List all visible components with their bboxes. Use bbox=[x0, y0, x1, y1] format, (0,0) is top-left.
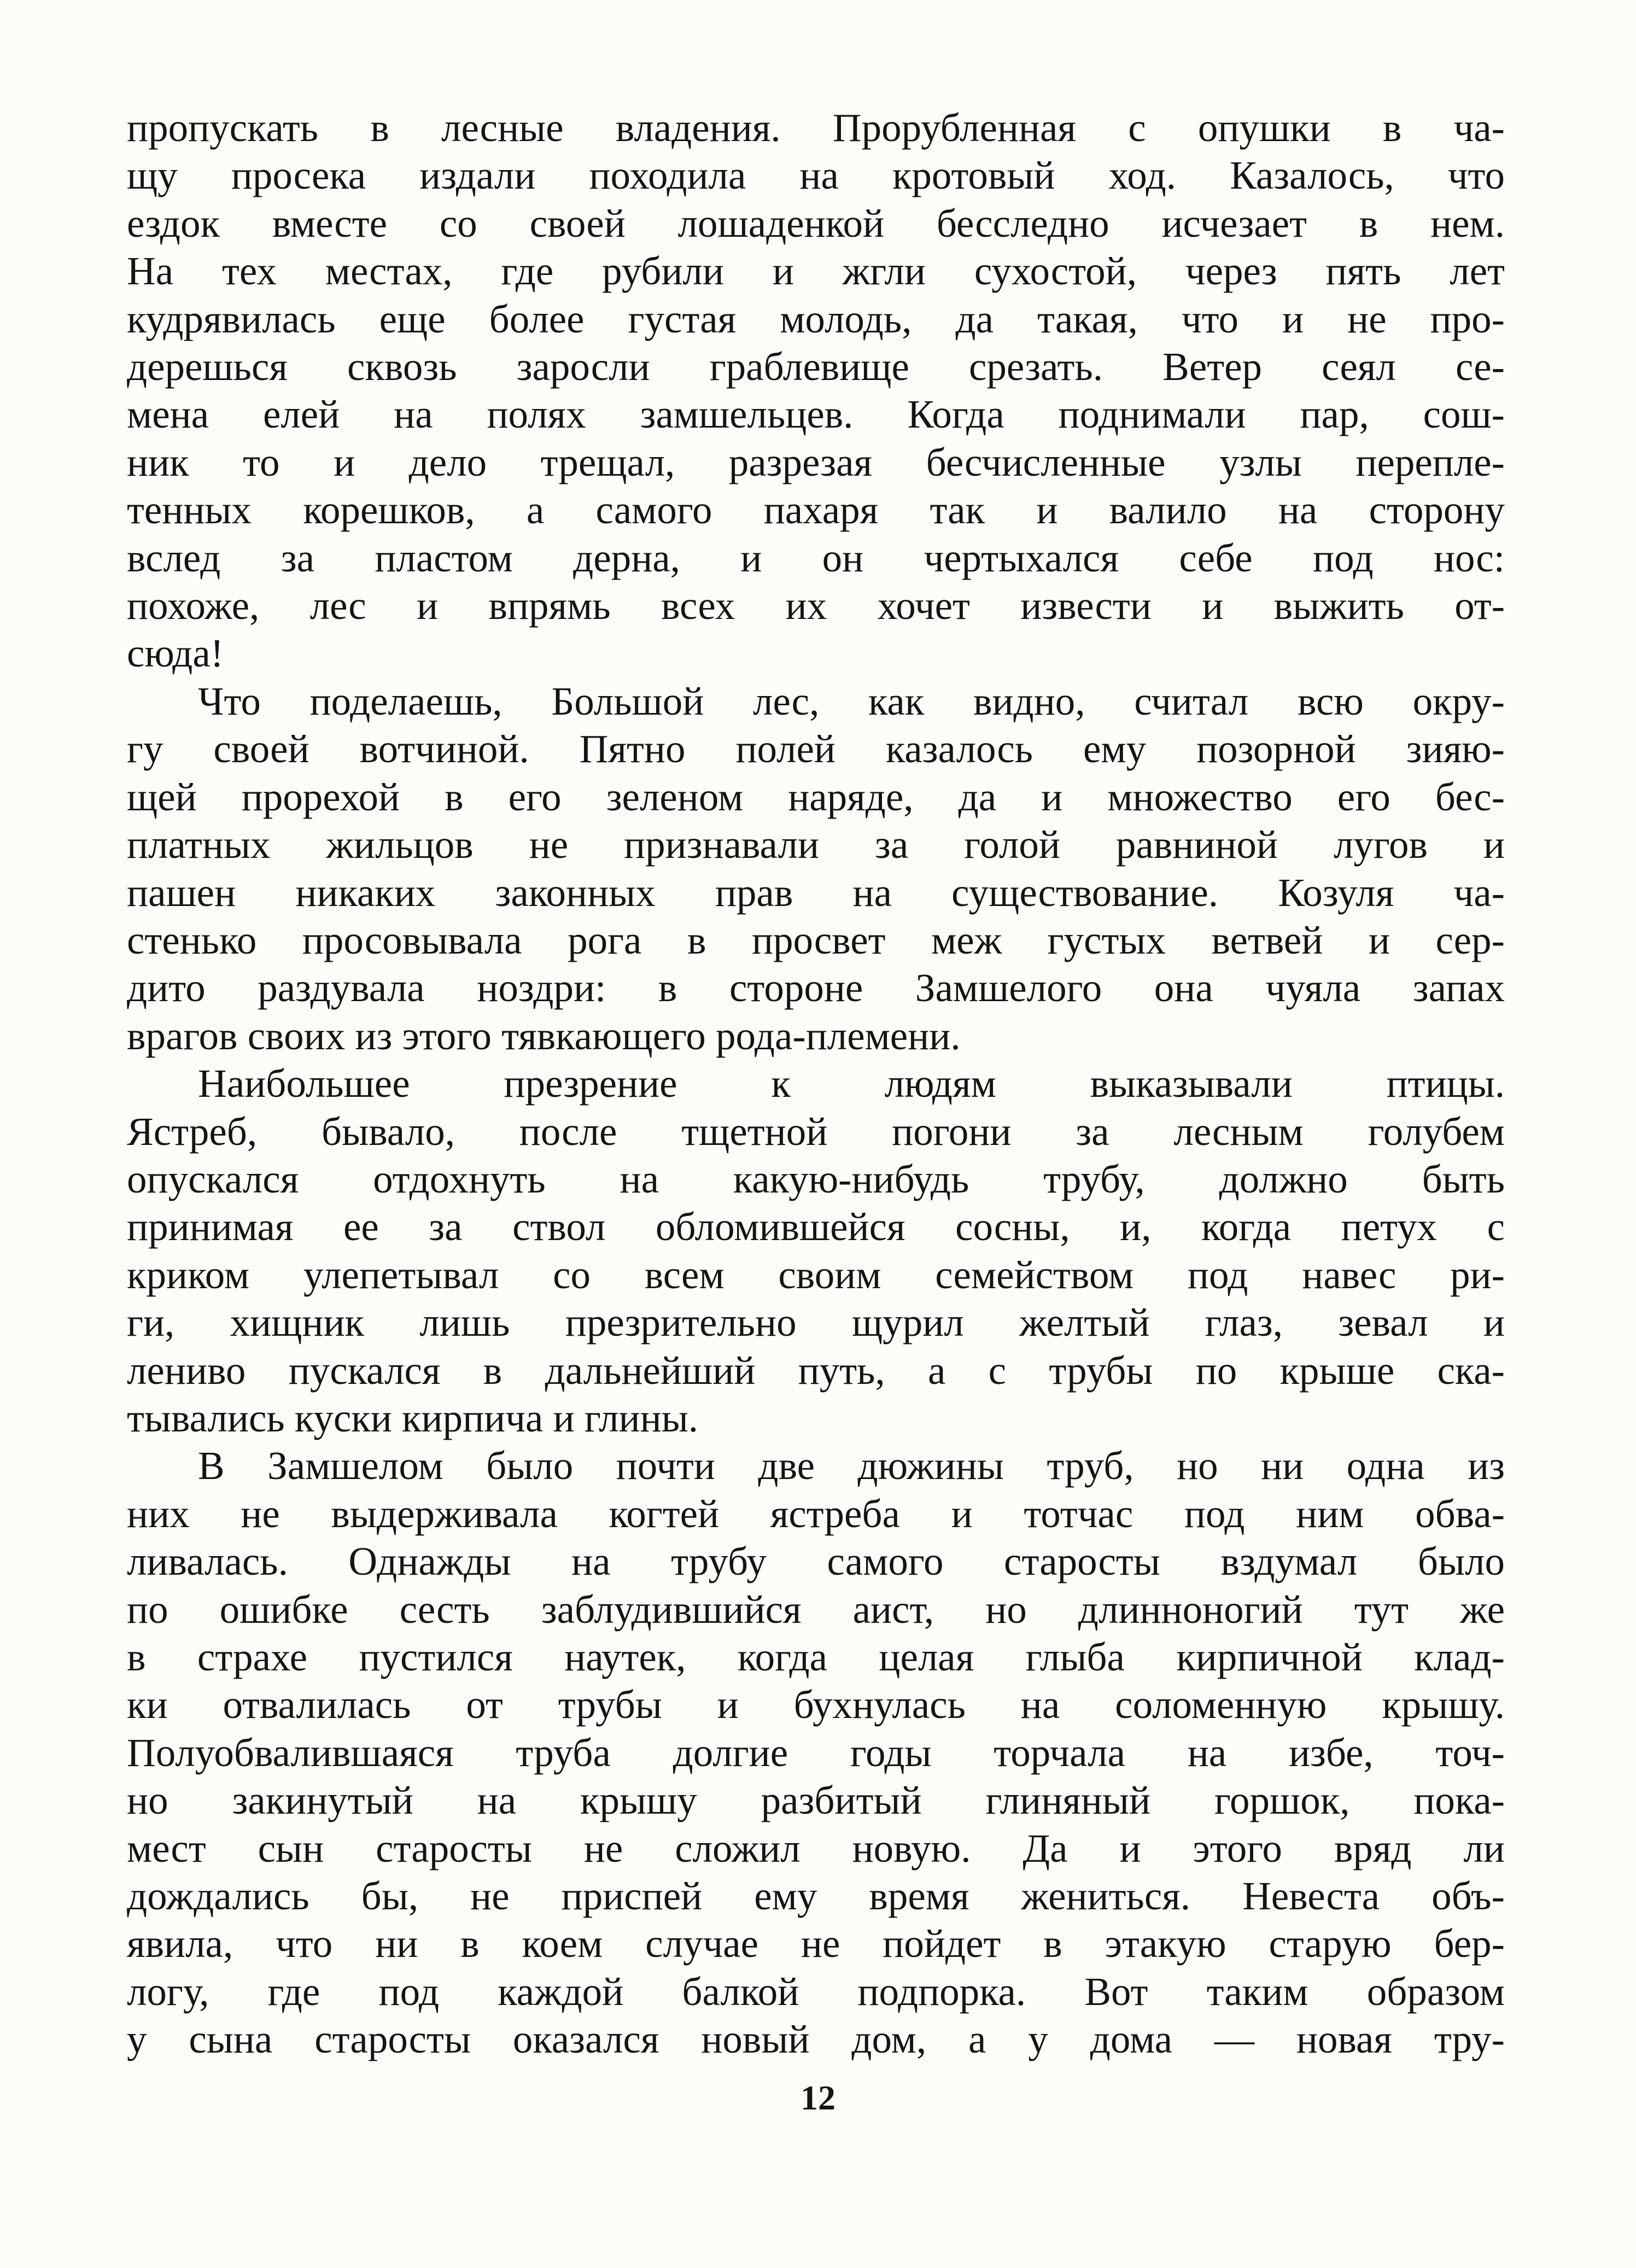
paragraph bbox=[127, 104, 1505, 677]
text-line: врагов своих из этого тявкающего рода-племени. bbox=[127, 1013, 961, 1058]
text-line: сюда! bbox=[127, 631, 224, 676]
text-line: у сына старосты оказался новый дом, а у дома — новая тру- bbox=[127, 2017, 1505, 2062]
text-line: Ястреб, бывало, после тщетной погони за лесным голубем bbox=[127, 1109, 1505, 1154]
text-line: явила, что ни в коем случае не пойдет в этакую старую бер- bbox=[127, 1921, 1505, 1966]
text-line: них не выдерживала когтей ястреба и тотчас под ним обва- bbox=[127, 1491, 1505, 1536]
text-line: ки отвалилась от трубы и бухнулась на соломенную крышу. bbox=[127, 1682, 1505, 1727]
text-line: гу своей вотчиной. Пятно полей казалось ему позорной зияю- bbox=[127, 727, 1505, 771]
text-line: логу, где под каждой балкой подпорка. Вот таким образом bbox=[127, 1969, 1505, 2014]
text-line: Полуобвалившаяся труба долгие годы торчала на избе, точ- bbox=[127, 1730, 1505, 1775]
text-line: криком улепетывал со всем своим семейством под навес ри- bbox=[127, 1252, 1505, 1297]
paragraph bbox=[127, 1442, 1505, 2063]
text-line: мена елей на полях замшельцев. Когда поднимали пар, сош- bbox=[127, 392, 1505, 437]
text-line: пашен никаких законных прав на существование. Козуля ча- bbox=[127, 870, 1505, 915]
text-line: лениво пускался в дальнейший путь, а с трубы по крыше ска- bbox=[127, 1348, 1505, 1393]
text-line: щей прорехой в его зеленом наряде, да и множество его бес- bbox=[127, 774, 1505, 819]
body-text bbox=[127, 104, 1505, 2064]
text-line: мест сын старосты не сложил новую. Да и этого вряд ли bbox=[127, 1826, 1505, 1870]
text-line: но закинутый на крышу разбитый глиняный горшок, пока- bbox=[127, 1778, 1505, 1823]
text-line: похоже, лес и впрямь всех их хочет извести и выжить от- bbox=[127, 583, 1505, 628]
text-line: Наибольшее презрение к людям выказывали птицы. bbox=[198, 1061, 1505, 1106]
text-line: в страхе пустился наутек, когда целая глыба кирпичной клад- bbox=[127, 1635, 1505, 1679]
text-line: дерешься сквозь заросли граблевище срезать. Ветер сеял се- bbox=[127, 344, 1505, 389]
text-line: ник то и дело трещал, разрезая бесчисленные узлы перепле- bbox=[127, 440, 1505, 484]
text-line: ливалась. Однажды на трубу самого старосты вздумал было bbox=[127, 1539, 1505, 1584]
text-line: щу просека издали походила на кротовый ход. Казалось, что bbox=[127, 153, 1505, 198]
text-line: тенных корешков, а самого пахаря так и валило на сторону bbox=[127, 488, 1505, 533]
text-line: стенько просовывала рога в просвет меж густых ветвей и сер- bbox=[127, 917, 1505, 962]
paragraph bbox=[127, 1060, 1505, 1442]
text-line: ги, хищник лишь презрительно щурил желтый глаз, зевал и bbox=[127, 1300, 1505, 1345]
text-line: платных жильцов не признавали за голой равниной лугов и bbox=[127, 822, 1505, 867]
text-line: принимая ее за ствол обломившейся сосны, и, когда петух с bbox=[127, 1205, 1505, 1249]
text-line: кудрявилась еще более густая молодь, да такая, что и не про- bbox=[127, 296, 1505, 341]
page-number: 12 bbox=[801, 2078, 835, 2117]
text-line: дождались бы, не приспей ему время жениться. Невеста объ- bbox=[127, 1874, 1505, 1919]
paragraph bbox=[127, 677, 1505, 1060]
text-line: пропускать в лесные владения. Прорубленная с опушки в ча- bbox=[127, 106, 1505, 150]
text-line: опускался отдохнуть на какую-нибудь трубу, должно быть bbox=[127, 1156, 1505, 1201]
text-line: На тех местах, где рубили и жгли сухостой, через пять лет bbox=[127, 249, 1505, 294]
text-line: В Замшелом было почти две дюжины труб, но ни одна из bbox=[198, 1443, 1505, 1488]
text-line: ездок вместе со своей лошаденкой бесследно исчезает в нем. bbox=[127, 201, 1505, 245]
text-line: дито раздувала ноздри: в стороне Замшелого она чуяла запах bbox=[127, 966, 1505, 1010]
text-line: по ошибке сесть заблудившийся аист, но длинноногий тут же bbox=[127, 1587, 1505, 1632]
text-line: вслед за пластом дерна, и он чертыхался себе под нос: bbox=[127, 535, 1505, 580]
text-line: тывались куски кирпича и глины. bbox=[127, 1395, 698, 1440]
text-line: Что поделаешь, Большой лес, как видно, считал всю окру- bbox=[198, 679, 1505, 723]
